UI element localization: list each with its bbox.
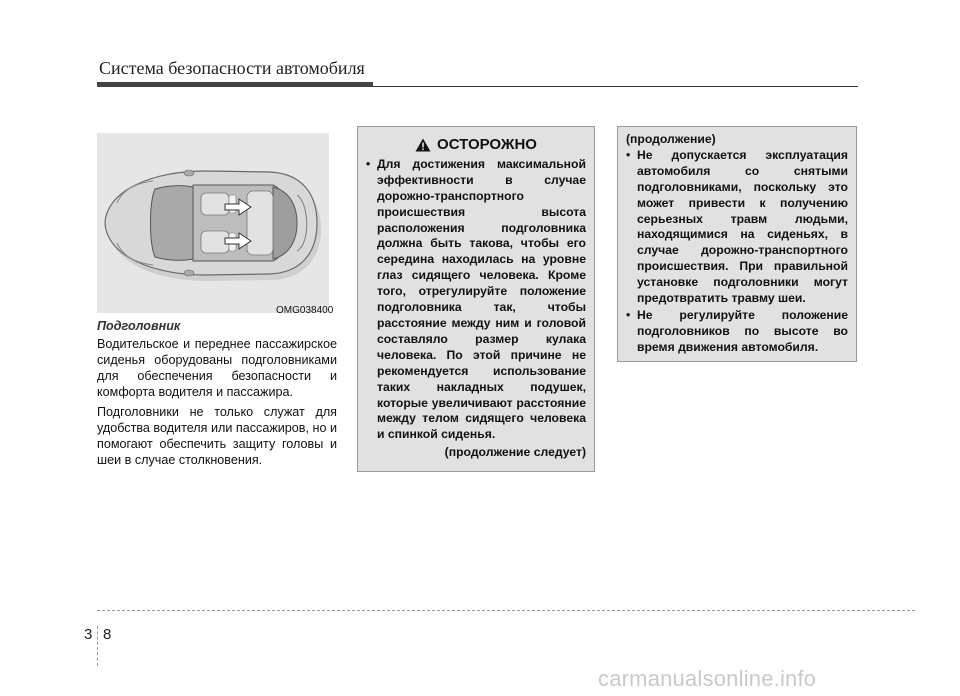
header-rule-thick [97,82,373,87]
section-paragraph: Подголовники не только служат для удобства водителя или пассажиров, но и помогают обеспечить защиту головы и шеи в случае столкновения. [97,405,337,467]
continuation-item [626,308,848,356]
bullet-dot: • [366,156,371,171]
car-top-view-image [97,133,329,313]
page-number-separator [97,626,98,666]
footer-rule [97,610,915,611]
warning-box [357,126,595,472]
headrest-section [97,318,337,472]
section-paragraph: Водительское и переднее пассажирское сиденья оборудованы подголовниками для обеспечения безопасности и комфорта водителя и пассажира. [97,337,337,399]
warning-triangle-icon [415,138,431,152]
warning-title: ОСТОРОЖНО [437,136,537,153]
warning-header [366,137,586,153]
warning-item-text: Для достижения максимальной эффективности в случае дорожно-транспортного происшествия высота расположения подголовника должна быть такова, чтобы его середина находилась на уровне глаз сидящего человека. Кроме того, отрегулируйте положение подголовника так, чтобы расстояние между ним и головой составляло размер кулака человека. По этой причине не рекомендуется использование таких накладных подушек, которые увеличивают расстояние между телом сидящего человека и спинкой сиденья. [377,156,586,442]
watermark-link[interactable]: carmanualsonline.info [598,666,817,691]
car-headrest-figure [97,133,329,313]
continued-note: (продолжение следует) [444,445,586,460]
page-number: 8 [103,626,112,643]
continuation-header: (продолжение) [626,132,716,146]
section-subtitle: Подголовник [97,319,181,333]
bullet-dot: • [626,307,631,322]
header-rule-thin [372,86,858,87]
continuation-box [617,126,857,362]
continuation-item-text: Не регулируйте положение подголовников по высоте во время движения автомобиля. [637,307,848,354]
warning-item [366,157,586,443]
continuation-item-text: Не допускается эксплуатация автомобиля со снятыми подголовниками, поскольку это может привести к получению серьезных травм людьми, находящимися на сиденьях, в случае дорожно-транспортного происшествия. При правильной установке подголовники могут предотвратить травму шеи. [637,147,848,306]
figure-code: OMG038400 [276,305,334,316]
continuation-item [626,148,848,307]
section-number: 3 [84,626,93,643]
page-header-title: Система безопасности автомобиля [99,58,365,78]
bullet-dot: • [626,147,631,162]
